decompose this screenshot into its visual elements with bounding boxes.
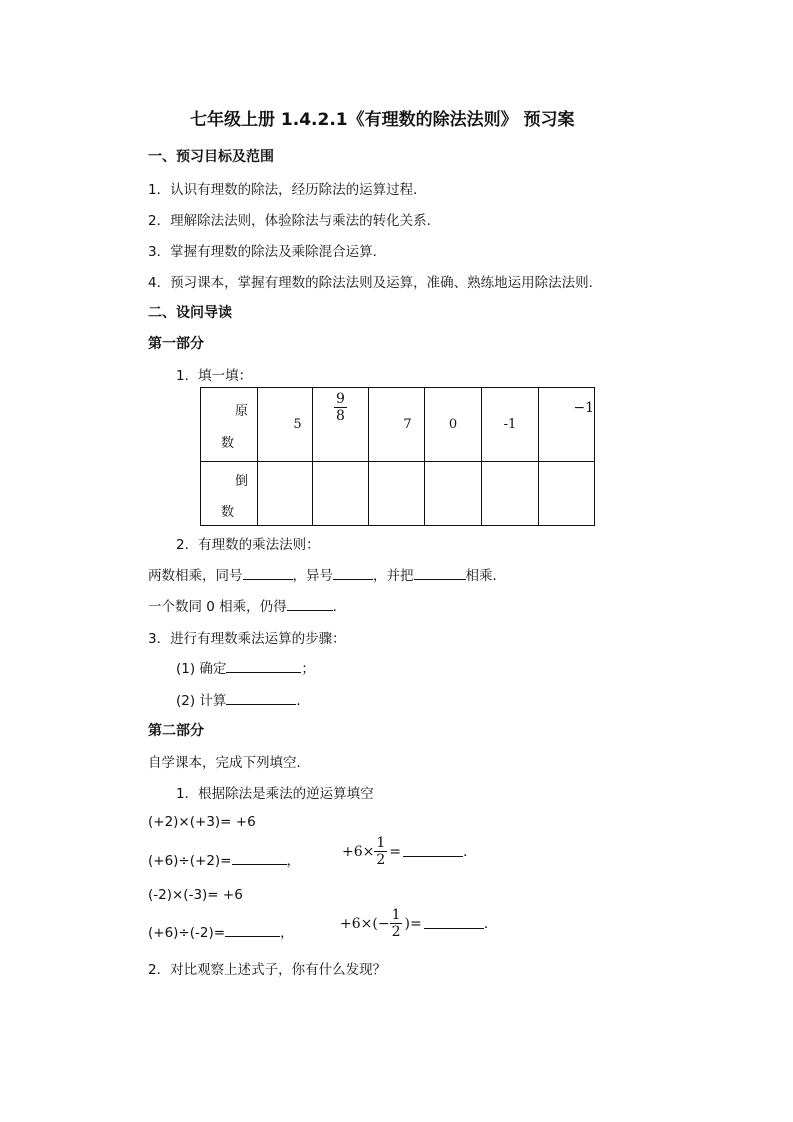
- answer-blank-multiply-what[interactable]: [414, 565, 466, 580]
- rule-text: ．: [332, 599, 347, 615]
- step-text: ；: [301, 661, 315, 677]
- cell-original-6: [539, 388, 595, 462]
- fraction-denominator: 2: [376, 852, 386, 868]
- row-label-reciprocal-char-2: 数: [221, 505, 235, 520]
- answer-blank-zero-product[interactable]: [287, 596, 333, 611]
- rule-text: 一个数同 0 相乘，仍得: [148, 599, 287, 615]
- equation-text: ，: [286, 853, 300, 869]
- goal-item-1: 1．认识有理数的除法，经历除法的运算过程．: [148, 182, 427, 198]
- answer-cell-1[interactable]: [258, 462, 313, 526]
- answer-blank-diff-sign[interactable]: [333, 565, 373, 580]
- answer-blank-eq-4[interactable]: [225, 922, 280, 937]
- step-text: (2) 计算: [176, 693, 227, 709]
- fraction-numerator: 1: [391, 907, 401, 923]
- rule-text: 相乘．: [465, 568, 506, 584]
- question-multiplication-rule: 2．有理数的乘法法则：: [176, 537, 320, 553]
- row-label-original-char-1: 原: [235, 404, 249, 419]
- question-compare: 2．对比观察上述式子，你有什么发现？: [148, 962, 387, 978]
- answer-blank-frac-2[interactable]: [424, 914, 484, 929]
- fraction-equation-1: [342, 836, 467, 867]
- step-2: [176, 689, 310, 709]
- goal-item-4: 4．预习课本，掌握有理数的除法法则及运算，准确、熟练地运用除法法则．: [148, 275, 603, 291]
- fraction-numerator: 1: [376, 835, 386, 851]
- fraction-denominator: 8: [336, 408, 345, 424]
- fraction-negative-one-half: [390, 908, 403, 939]
- part-heading-2: 第二部分: [148, 723, 204, 739]
- reciprocal-table: [200, 387, 595, 526]
- answer-blank-same-sign[interactable]: [243, 565, 293, 580]
- step-text: (1) 确定: [176, 661, 227, 677]
- fraction-denominator: 2: [391, 924, 401, 940]
- rule-line-1: [148, 564, 506, 584]
- answer-cell-2[interactable]: [313, 462, 369, 526]
- answer-blank-eq-2[interactable]: [232, 850, 287, 865]
- cell-original-1: 5: [258, 388, 313, 462]
- row-label-original-char-2: 数: [221, 436, 235, 451]
- rule-text: ，并把: [373, 568, 414, 584]
- fraction-9-8: [334, 392, 347, 423]
- rule-line-2: [148, 595, 346, 615]
- cell-original-5: -1: [482, 388, 539, 462]
- goal-item-3: 3．掌握有理数的除法及乘除混合运算．: [148, 244, 387, 260]
- equation-text: =: [389, 843, 402, 860]
- step-1: [176, 657, 315, 677]
- part-heading-1: 第一部分: [148, 336, 204, 352]
- goal-item-2: 2．理解除法法则，体验除法与乘法的转化关系．: [148, 213, 441, 229]
- equation-4: [148, 921, 294, 941]
- fraction-equation-2: [340, 908, 488, 939]
- row-label-reciprocal: [201, 462, 258, 526]
- cell-original-2: [313, 388, 369, 462]
- equation-text: .: [463, 843, 468, 860]
- equation-text: (+6)÷(-2)=: [148, 925, 226, 941]
- question-steps: 3．进行有理数乘法运算的步骤：: [148, 631, 346, 647]
- answer-cell-6[interactable]: [539, 462, 595, 526]
- equation-3: (-2)×(-3)= +6: [148, 887, 243, 903]
- equation-text: (+6)÷(+2)=: [148, 853, 232, 869]
- equation-text: +6×: [342, 843, 375, 860]
- cell-original-6-value: −1: [573, 400, 594, 416]
- fraction-numerator: 9: [336, 391, 345, 407]
- answer-cell-5[interactable]: [482, 462, 539, 526]
- self-study-intro: 自学课本，完成下列填空．: [148, 755, 310, 771]
- answer-cell-4[interactable]: [425, 462, 482, 526]
- cell-original-3: 7: [369, 388, 425, 462]
- answer-blank-step-1[interactable]: [226, 658, 301, 673]
- equation-1: (+2)×(+3)= +6: [148, 814, 256, 830]
- rule-text: 两数相乘，同号: [148, 568, 243, 584]
- page-title: 七年级上册 1.4.2.1《有理数的除法法则》 预习案: [190, 110, 575, 130]
- equation-text: )=: [404, 915, 422, 932]
- equation-text: ，: [280, 925, 294, 941]
- step-text: ．: [296, 693, 310, 709]
- question-fill-table: 1．填一填：: [176, 368, 253, 384]
- answer-cell-3[interactable]: [369, 462, 425, 526]
- equation-text: +6×(−: [340, 915, 390, 932]
- row-label-original: [201, 388, 258, 462]
- equation-text: .: [483, 915, 489, 932]
- question-inverse-op: 1．根据除法是乘法的逆运算填空: [176, 786, 374, 802]
- row-label-reciprocal-char-1: 倒: [235, 474, 249, 489]
- section-heading-guide: 二、设问导读: [148, 305, 232, 321]
- section-heading-goals: 一、预习目标及范围: [148, 149, 274, 165]
- equation-2: [148, 849, 300, 869]
- answer-blank-step-2[interactable]: [226, 690, 296, 705]
- cell-original-4: 0: [425, 388, 482, 462]
- rule-text: ，异号: [292, 568, 333, 584]
- fraction-one-half: [374, 836, 387, 867]
- answer-blank-frac-1[interactable]: [403, 842, 463, 857]
